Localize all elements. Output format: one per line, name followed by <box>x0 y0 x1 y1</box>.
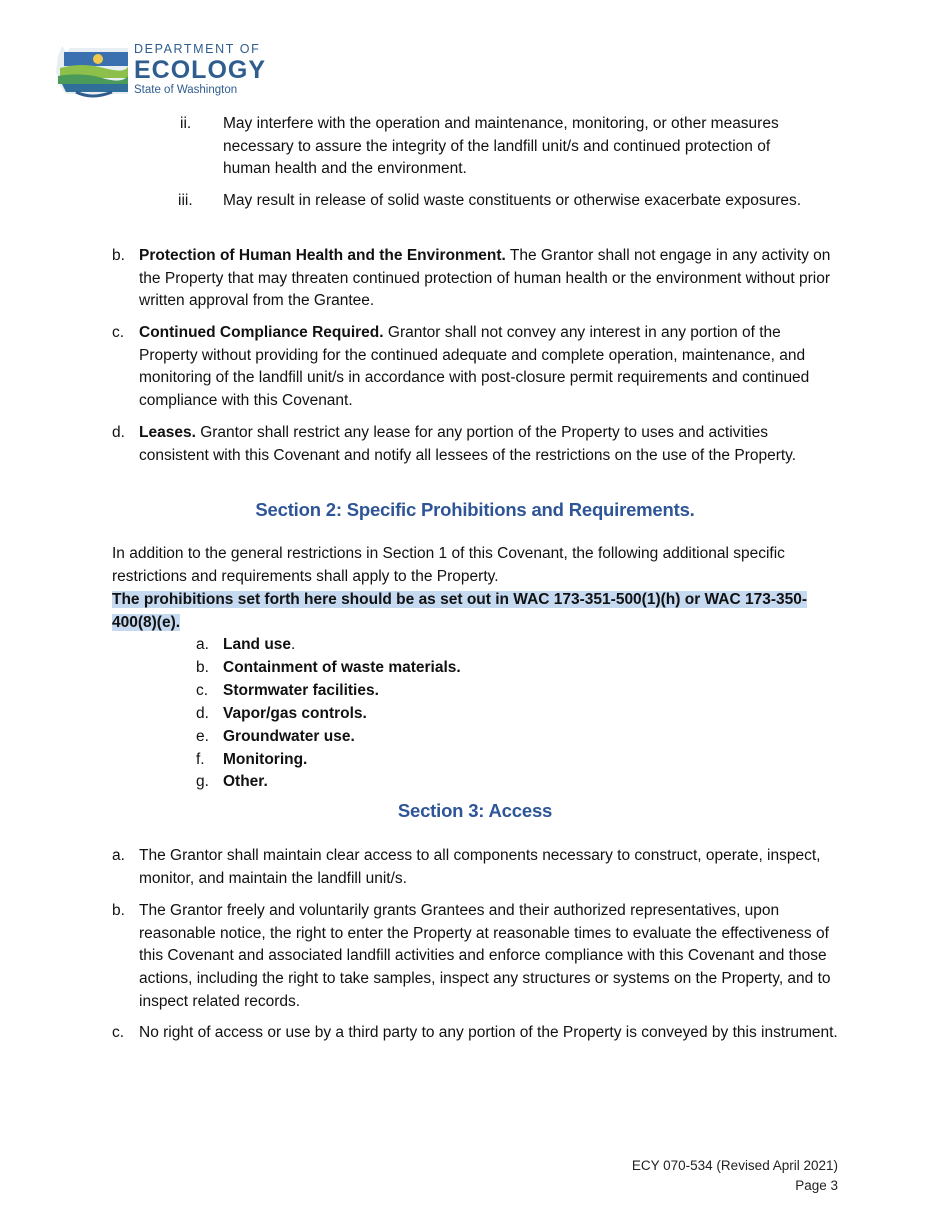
list-label: d. <box>112 424 125 441</box>
list-label: c. <box>112 1024 125 1041</box>
washington-state-icon <box>52 42 132 102</box>
logo-state: State of Washington <box>134 84 238 96</box>
list-label: c. <box>112 324 125 341</box>
list-item-d <box>112 422 842 467</box>
list-item-e <box>196 726 355 749</box>
list-item-a <box>112 845 842 890</box>
list-suffix: . <box>291 636 296 653</box>
list-bold: Leases. <box>139 424 196 441</box>
list-label: d. <box>196 705 209 722</box>
section-2-highlight <box>112 589 842 634</box>
logo-ecology: ECOLOGY <box>134 56 267 84</box>
list-bold: Protection of Human Health and the Environment. <box>139 247 506 264</box>
list-item-b <box>112 245 842 313</box>
list-text <box>139 422 842 467</box>
ecology-logo <box>52 42 272 102</box>
section-3-heading: Section 3: Access <box>397 800 553 821</box>
list-label: b. <box>196 659 209 676</box>
list-item-d <box>196 703 367 726</box>
list-item-g <box>196 771 268 794</box>
list-label: g. <box>196 773 209 790</box>
list-label: b. <box>112 902 125 919</box>
list-bold: Vapor/gas controls. <box>223 705 367 722</box>
list-label: e. <box>196 728 209 745</box>
list-label: iii. <box>178 192 193 209</box>
list-bold: Groundwater use. <box>223 728 355 745</box>
list-body: The Grantor shall not engage in any activity on the Property that may threaten continued protection of human health or the environment without prior written approval from the Grantee. <box>139 247 831 310</box>
page-footer <box>632 1156 838 1196</box>
form-number: ECY 070-534 (Revised April 2021) <box>631 1158 838 1173</box>
list-item-roman-iii <box>140 190 820 213</box>
list-text: May result in release of solid waste constituents or otherwise exacerbate exposures. <box>223 192 802 209</box>
section-2-intro: In addition to the general restrictions in Section 1 of this Covenant, the following additional specific restrictions and requirements shall apply to the Property. <box>112 545 785 585</box>
list-body: Grantor shall not convey any interest in any portion of the Property without providing for the continued adequate and complete operation, maintenance, and monitoring of the landfill unit/s in accordance with post-closure permit requirements and continued compliance with this Covenant. <box>139 324 810 410</box>
list-item-f <box>196 749 307 772</box>
list-item-c <box>112 322 842 413</box>
highlighted-instruction: The prohibitions set forth here should be as set out in WAC 173-351-500(1)(h) or WAC 173-350-400(8)(e). <box>112 591 808 631</box>
list-text: The Grantor freely and voluntarily grants Grantees and their authorized representatives, upon reasonable notice, the right to enter the Property at reasonable times to evaluate the effectiveness of this Covenant and associated landfill activities and enforce compliance with this Covenant and those actions, including the right to take samples, inspect any structures or systems on the Property, and to inspect related records. <box>139 902 831 1010</box>
list-bold: Containment of waste materials. <box>223 659 461 676</box>
list-bold: Other. <box>223 773 268 790</box>
list-text: No right of access or use by a third party to any portion of the Property is conveyed by this instrument. <box>139 1024 838 1041</box>
logo-text <box>134 42 266 97</box>
list-bold: Stormwater facilities. <box>223 682 379 699</box>
list-label: f. <box>196 751 205 768</box>
list-label: a. <box>196 636 209 653</box>
list-label: b. <box>112 247 125 264</box>
list-item-b <box>112 900 842 1014</box>
list-item-c <box>196 680 379 703</box>
list-label: a. <box>112 847 125 864</box>
list-bold: Continued Compliance Required. <box>139 324 384 341</box>
list-text: The Grantor shall maintain clear access to all components necessary to construct, operate, inspect, monitor, and maintain the landfill unit/s. <box>139 847 821 887</box>
page-number: Page 3 <box>795 1178 838 1193</box>
list-bold: Land use <box>223 636 292 653</box>
section-2-heading: Section 2: Specific Prohibitions and Requirements. <box>255 499 695 520</box>
list-text: May interfere with the operation and maintenance, monitoring, or other measures necessary to assure the integrity of the landfill unit/s and continued protection of human health and the environment. <box>223 115 779 178</box>
list-item-b <box>196 657 461 680</box>
list-text <box>139 322 842 413</box>
list-label: ii. <box>180 115 192 132</box>
logo-department: DEPARTMENT OF <box>134 42 261 56</box>
list-bold: Monitoring. <box>223 751 308 768</box>
list-item-a <box>196 634 295 657</box>
list-item-c <box>112 1022 842 1045</box>
list-item-roman-ii <box>140 113 820 181</box>
list-text <box>139 245 842 313</box>
list-label: c. <box>196 682 209 699</box>
list-body: Grantor shall restrict any lease for any portion of the Property to uses and activities consistent with this Covenant and notify all lessees of the restrictions on the use of the Property. <box>139 424 797 464</box>
